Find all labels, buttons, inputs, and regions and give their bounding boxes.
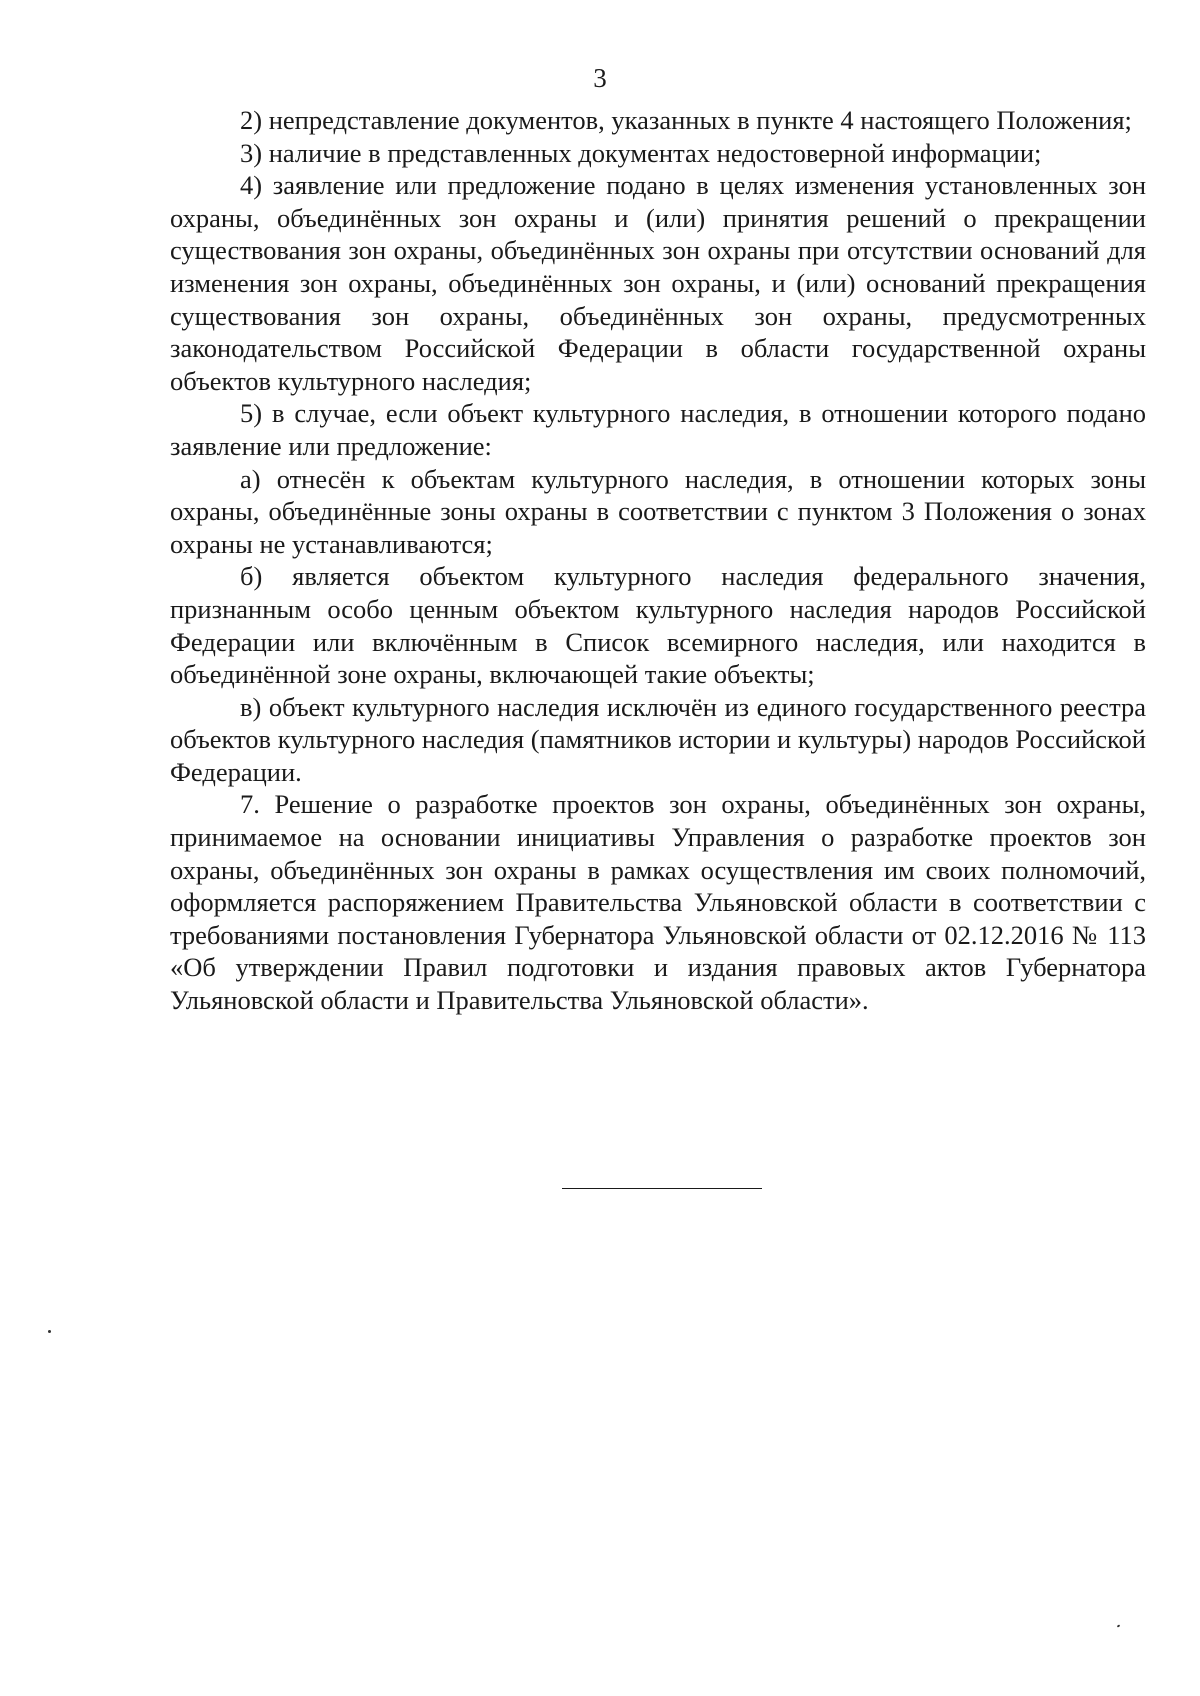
paragraph-item-4: 4) заявление или предложение подано в целях изменения установленных зон охраны, объединённых зон охраны и (или) принятия решений о прекращении существования зон охраны, объединённых зон охраны при отсутствии оснований для изменения зон охраны, объединённых зон охраны, и (или) оснований прекращения существования зон охраны, объединённых зон охраны, предусмотренных законодательством Российской Федерации в области государственной охраны объектов культурного наследия; xyxy=(170,170,1146,396)
paragraph-item-2: 2) непредставление документов, указанных в пункте 4 настоящего Положения; xyxy=(240,105,1132,135)
paragraph-item-3: 3) наличие в представленных документах недостоверной информации; xyxy=(240,137,1042,168)
paragraph-item-5: 5) в случае, если объект культурного наследия, в отношении которого подано заявление или предложение: xyxy=(170,398,1146,461)
page-number: 3 xyxy=(593,63,607,93)
scan-speck xyxy=(1117,1624,1121,1627)
paragraph-subitem-v: в) объект культурного наследия исключён из единого государственного реестра объектов культурного наследия (памятников истории и культуры) народов Российской Федерации. xyxy=(170,691,1146,787)
paragraph-subitem-a: а) отнесён к объектам культурного наследия, в отношении которых зоны охраны, объединённые зоны охраны в соответствии с пунктом 3 Положения о зонах охраны не устанавливаются; xyxy=(170,463,1146,559)
paragraph-clause-7: 7. Решение о разработке проектов зон охраны, объединённых зон охраны, принимаемое на основании инициативы Управления о разработке проектов зон охраны, объединённых зон охраны в рамках осуществления им своих полномочий, оформляется распоряжением Правительства Ульяновской области в соответствии с требованиями постановления Губернатора Ульяновской области от 02.12.2016 № 113 «Об утверждении Правил подготовки и издания правовых актов Губернатора Ульяновской области и Правительства Ульяновской области». xyxy=(170,789,1146,1016)
end-separator-line xyxy=(562,1188,762,1189)
document-body xyxy=(170,104,1146,1017)
scan-speck xyxy=(48,1330,51,1333)
paragraph-subitem-b: б) является объектом культурного наследия федерального значения, признанным особо ценным объектом культурного наследия народов Российской Федерации или включённым в Список всемирного наследия, или находится в объединённой зоне охраны, включающей такие объекты; xyxy=(170,561,1146,690)
